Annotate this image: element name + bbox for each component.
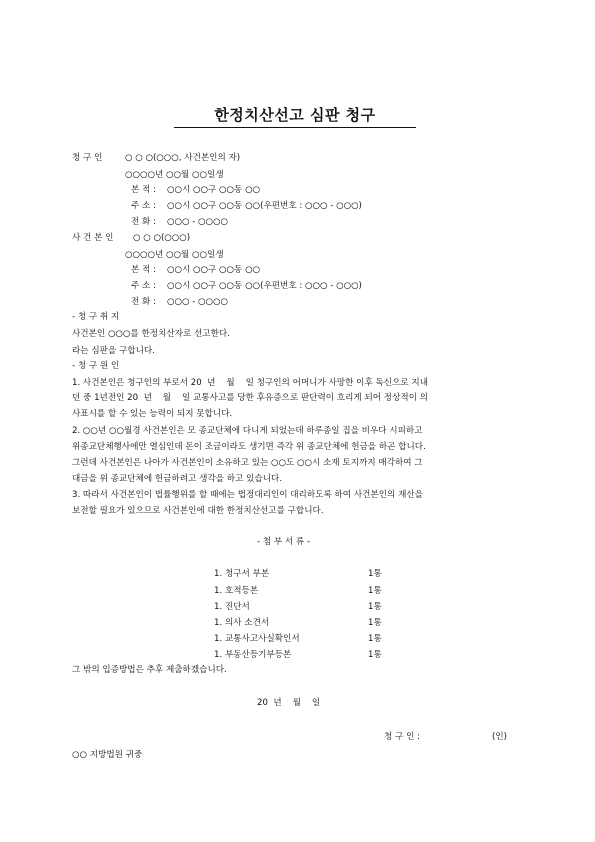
subject-birth: ○○○○년 ○○월 ○○일생 bbox=[125, 250, 224, 260]
claimant-line bbox=[72, 151, 240, 165]
claimant-domicile-label: 본 적 : bbox=[131, 185, 156, 195]
reason-line: 3. 따라서 사건본인이 법률행위를 할 때에는 법정대리인이 대리하도록 하여 사건본인의 재산을 bbox=[72, 490, 423, 500]
other-evidence: 그 밖의 입증방법은 추후 제출하겠습니다. bbox=[72, 665, 227, 675]
reason-line: 2. ○○년 ○○월경 사건본인은 모 종교단체에 다니게 되었는데 하루종일 집을 비우다 시피하고 bbox=[72, 426, 423, 436]
attachments-heading: - 첨 부 서 류 - bbox=[257, 537, 311, 547]
subject-phone: ○○○ - ○○○○ bbox=[167, 297, 229, 307]
reason-line: 위종교단체행사에만 열심인데 돈이 조금이라도 생기면 즉각 위 종교단체에 헌금을 하곤 합니다. bbox=[72, 442, 426, 452]
attachment-item bbox=[214, 648, 291, 662]
reason-line: 대금을 위 종교단체에 헌금하려고 생각을 하고 있습니다. bbox=[72, 474, 283, 484]
claimant-label: 청 구 인 bbox=[72, 153, 103, 163]
purpose-heading: - 청 구 취 지 bbox=[72, 312, 120, 322]
claimant-name: ○ ○ ○(○○○, 사건본인의 자) bbox=[125, 153, 241, 163]
reason-line: 던 중 1년전인 20 년 월 일 교통사고를 당한 후유증으로 판단력이 흐리게 되어 정상적이 의 bbox=[72, 393, 429, 403]
attachment-name: 청구서 부본 bbox=[224, 569, 270, 579]
claimant-domicile-line bbox=[131, 183, 260, 197]
claimant-phone-label: 전 화 : bbox=[131, 217, 156, 227]
attachment-name: 부동산등기부등본 bbox=[224, 650, 292, 660]
subject-address-line bbox=[131, 279, 362, 293]
attachment-quantity: 1통 bbox=[368, 650, 382, 660]
subject-address: ○○시 ○○구 ○○동 ○○(우편번호 : ○○○ - ○○○) bbox=[167, 281, 362, 291]
reason-line: 보전할 필요가 있으므로 사건본인에 대한 한정치산선고를 구합니다. bbox=[72, 506, 324, 516]
attachment-number: 1. bbox=[214, 602, 223, 612]
court-addressee: ○○ 지방법원 귀중 bbox=[72, 750, 143, 760]
reason-line: 그런데 사건본인은 나아가 사건본인이 소유하고 있는 ○○도 ○○시 소재 토지까지 매각하여 그 bbox=[72, 458, 423, 468]
attachment-number: 1. bbox=[214, 586, 223, 596]
attachment-item bbox=[214, 600, 250, 614]
reason-heading: - 청 구 원 인 bbox=[72, 361, 120, 371]
claimant-address-label: 주 소 : bbox=[131, 201, 156, 211]
attachment-number: 1. bbox=[214, 634, 223, 644]
attachment-number: 1. bbox=[214, 650, 223, 660]
claimant-phone-line bbox=[131, 215, 228, 229]
subject-line bbox=[72, 231, 190, 245]
claimant-address: ○○시 ○○구 ○○동 ○○(우편번호 : ○○○ - ○○○) bbox=[167, 201, 362, 211]
signature-label: 청 구 인 : bbox=[384, 732, 420, 742]
subject-domicile-label: 본 적 : bbox=[131, 265, 156, 275]
attachment-quantity: 1통 bbox=[368, 569, 382, 579]
attachment-name: 의사 소견서 bbox=[224, 618, 270, 628]
attachment-item bbox=[214, 632, 300, 646]
attachment-item bbox=[214, 567, 269, 581]
claimant-domicile: ○○시 ○○구 ○○동 ○○ bbox=[167, 185, 261, 195]
attachment-number: 1. bbox=[214, 618, 223, 628]
date-line: 20 년 월 일 bbox=[257, 698, 321, 708]
subject-address-label: 주 소 : bbox=[131, 281, 156, 291]
attachment-name: 교통사고사실확인서 bbox=[224, 634, 300, 644]
reason-line: 사표시를 할 수 있는 능력이 되지 못합니다. bbox=[72, 409, 233, 419]
document-title: 한정치산선고 심판 청구 bbox=[214, 106, 376, 124]
purpose-line: 사건본인 ○○○를 한정치산자로 선고한다. bbox=[72, 329, 230, 339]
subject-label: 사 건 본 인 bbox=[72, 233, 114, 243]
claimant-birth: ○○○○년 ○○월 ○○일생 bbox=[125, 170, 224, 180]
purpose-line: 라는 심판을 구합니다. bbox=[72, 346, 155, 356]
subject-phone-line bbox=[131, 295, 228, 309]
subject-domicile-line bbox=[131, 263, 260, 277]
attachment-item bbox=[214, 616, 269, 630]
attachment-quantity: 1통 bbox=[368, 618, 382, 628]
subject-phone-label: 전 화 : bbox=[131, 297, 156, 307]
subject-name: ○ ○ ○(○○○) bbox=[133, 233, 191, 243]
attachment-number: 1. bbox=[214, 569, 223, 579]
attachment-item bbox=[214, 584, 258, 598]
attachment-quantity: 1통 bbox=[368, 602, 382, 612]
claimant-phone: ○○○ - ○○○○ bbox=[167, 217, 229, 227]
seal-mark: (인) bbox=[492, 732, 508, 742]
attachment-name: 진단서 bbox=[224, 602, 250, 612]
title-underline bbox=[174, 127, 416, 128]
subject-domicile: ○○시 ○○구 ○○동 ○○ bbox=[167, 265, 261, 275]
reason-line: 1. 사건본인은 청구인의 부로서 20 년 월 일 청구인의 어머니가 사망한 이후 독신으로 지내 bbox=[72, 378, 429, 388]
attachment-quantity: 1통 bbox=[368, 586, 382, 596]
claimant-address-line bbox=[131, 199, 362, 213]
attachment-quantity: 1통 bbox=[368, 634, 382, 644]
attachment-name: 호적등본 bbox=[224, 586, 259, 596]
